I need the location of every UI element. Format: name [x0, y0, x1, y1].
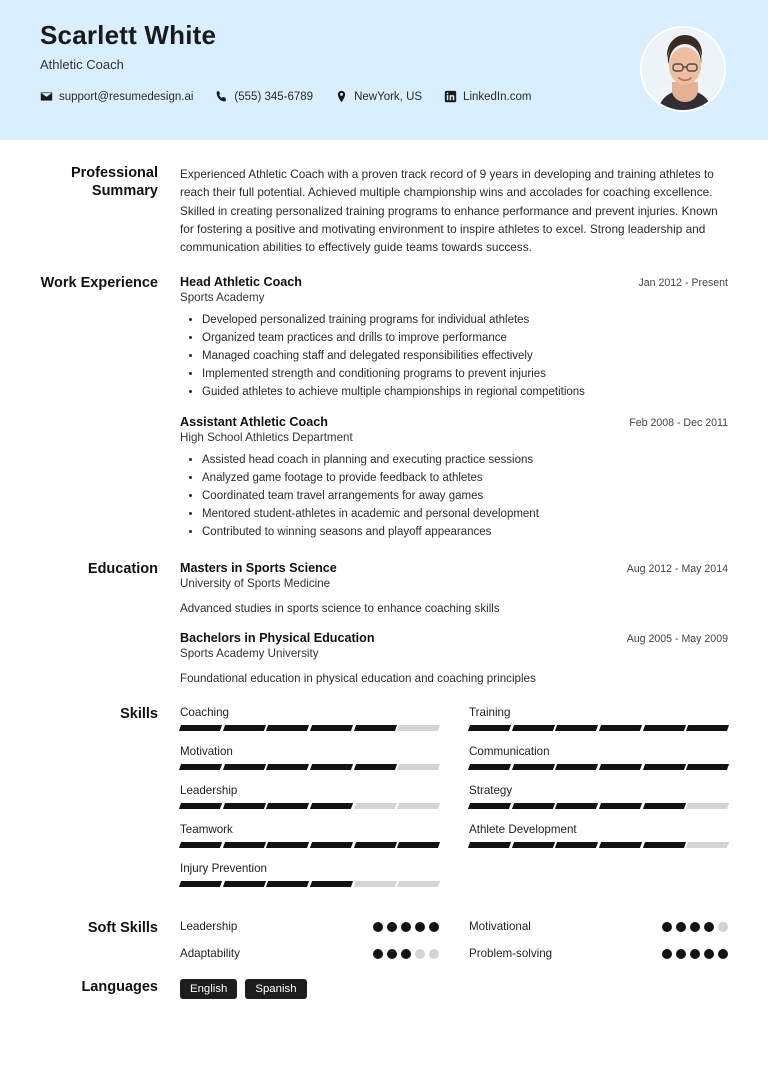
skill-item [469, 706, 728, 731]
skill-bar-segment [555, 842, 598, 848]
list-item: • Organized team practices and drills to improve performance [202, 330, 728, 348]
skill-bar-segment [555, 764, 598, 770]
entry-title: Bachelors in Physical Education [180, 630, 375, 645]
skill-bar-segment [643, 842, 686, 848]
soft-skill-rating [662, 949, 728, 959]
soft-skill-item [180, 947, 439, 960]
section-label-soft-skills: Soft Skills [87, 920, 158, 937]
skill-item [180, 823, 439, 848]
contact-linkedin[interactable] [444, 90, 531, 103]
education-entry [180, 631, 728, 687]
skill-bar-segment [599, 764, 642, 770]
section-summary [40, 164, 728, 256]
skill-bar-segment [397, 764, 440, 770]
skill-bar-segment [512, 842, 555, 848]
skill-bar-segment [223, 803, 266, 809]
skill-item [469, 784, 728, 809]
skill-bar-segment [555, 803, 598, 809]
skill-bar-segment [266, 764, 309, 770]
list-item: • Analyzed game footage to provide feedback to athletes [202, 470, 728, 488]
section-languages [40, 978, 728, 999]
skill-bar-segment [179, 803, 222, 809]
list-item: • Guided athletes to achieve multiple championships in regional competitions [202, 384, 728, 402]
rating-dot [373, 949, 383, 959]
skills-grid [180, 706, 728, 901]
skill-bar-segment [310, 803, 353, 809]
rating-dot [387, 922, 397, 932]
soft-skill-rating [662, 922, 728, 932]
linkedin-icon [444, 90, 457, 103]
skill-bar-segment [397, 803, 440, 809]
entry-org: Sports Academy [180, 291, 265, 305]
skill-bar-segment [266, 881, 309, 887]
soft-skill-name: Adaptability [180, 947, 240, 961]
skill-item [469, 745, 728, 770]
rating-dot [415, 949, 425, 959]
skill-level-bar [180, 764, 439, 770]
skill-bar-segment [468, 803, 511, 809]
skill-level-bar [180, 803, 439, 809]
rating-dot [676, 949, 686, 959]
entry-org: University of Sports Medicine [180, 576, 331, 590]
skill-name: Teamwork [180, 823, 233, 837]
entry-bullets [180, 452, 728, 541]
rating-dot [690, 922, 700, 932]
soft-skill-name: Motivational [469, 920, 531, 934]
section-skills [40, 705, 728, 901]
skill-bar-segment [599, 842, 642, 848]
entry-org: High School Athletics Department [180, 431, 353, 445]
skill-bar-segment [512, 803, 555, 809]
skill-bar-segment [179, 842, 222, 848]
skill-bar-segment [555, 725, 598, 731]
summary-text: Experienced Athletic Coach with a proven track record of 9 years in developing and training athletes to reach their full potential. Achieved multiple championship wins and accolades for coaching excellence. Skilled in creating personalized training programs to enhance performance and prevent injuries. Known for fostering a positive and motivating environment to inspire athletes to excel. Strong leadership and communication abilities to effectively guide teams towards success. [180, 167, 718, 255]
skill-bar-segment [686, 842, 729, 848]
soft-skill-name: Leadership [180, 920, 238, 934]
skill-name: Communication [469, 745, 550, 759]
entry-description: Advanced studies in sports science to enhance coaching skills [180, 601, 500, 615]
education-entry [180, 561, 728, 617]
skill-bar-segment [266, 725, 309, 731]
skill-bar-segment [512, 764, 555, 770]
contact-location-text: NewYork, US [354, 90, 423, 103]
skill-bar-segment [643, 764, 686, 770]
section-soft-skills [40, 919, 728, 960]
skill-bar-segment [266, 842, 309, 848]
skill-bar-segment [354, 803, 397, 809]
rating-dot [718, 922, 728, 932]
rating-dot [662, 949, 672, 959]
section-label-languages: Languages [81, 979, 158, 996]
skill-bar-segment [223, 842, 266, 848]
entry-org: Sports Academy University [180, 646, 319, 660]
rating-dot [718, 949, 728, 959]
list-item: • Mentored student-athletes in academic and personal development [202, 506, 728, 524]
soft-skill-rating [373, 922, 439, 932]
skill-bar-segment [686, 764, 729, 770]
avatar [640, 26, 726, 112]
languages-row [180, 979, 728, 999]
skill-name: Leadership [180, 784, 238, 798]
resume-body [0, 140, 768, 999]
soft-skill-item [180, 920, 439, 933]
entry-bullets [180, 312, 728, 401]
skill-bar-segment [512, 725, 555, 731]
language-tag: Spanish [245, 979, 306, 999]
rating-dot [415, 922, 425, 932]
entry-date: Jan 2012 - Present [638, 277, 728, 290]
skill-bar-segment [468, 725, 511, 731]
entry-description: Foundational education in physical education and coaching principles [180, 671, 536, 685]
skill-bar-segment [599, 725, 642, 731]
skill-bar-segment [686, 803, 729, 809]
resume-header [0, 0, 768, 140]
skill-bar-segment [179, 881, 222, 887]
section-label-summary: Professional Summary [70, 165, 158, 200]
experience-entry [180, 415, 728, 541]
skill-bar-segment [223, 764, 266, 770]
soft-skills-grid [180, 920, 728, 960]
skill-bar-segment [397, 725, 440, 731]
list-item: • Assisted head coach in planning and executing practice sessions [202, 452, 728, 470]
page-title: Scarlett White [40, 20, 217, 50]
skill-level-bar [469, 803, 728, 809]
rating-dot [690, 949, 700, 959]
skill-bar-segment [223, 881, 266, 887]
entry-title: Head Athletic Coach [180, 275, 302, 290]
job-role: Athletic Coach [40, 57, 124, 72]
skill-bar-segment [643, 725, 686, 731]
rating-dot [704, 922, 714, 932]
contact-phone-text: (555) 345-6789 [234, 90, 314, 103]
skill-bar-segment [310, 842, 353, 848]
language-tag: English [180, 979, 237, 999]
skill-bar-segment [397, 881, 440, 887]
rating-dot [676, 922, 686, 932]
soft-skill-item [469, 920, 728, 933]
rating-dot [401, 949, 411, 959]
section-education [40, 560, 728, 688]
skill-bar-segment [468, 764, 511, 770]
contact-linkedin-text: LinkedIn.com [463, 90, 532, 103]
skill-name: Injury Prevention [180, 862, 267, 876]
skill-bar-segment [223, 725, 266, 731]
contact-location[interactable] [335, 90, 422, 103]
list-item: • Managed coaching staff and delegated responsibilities effectively [202, 348, 728, 366]
skill-bar-segment [310, 764, 353, 770]
skill-level-bar [469, 842, 728, 848]
skill-level-bar [469, 725, 728, 731]
entry-date: Aug 2012 - May 2014 [626, 562, 728, 575]
skill-level-bar [469, 764, 728, 770]
section-label-experience: Work Experience [40, 275, 158, 292]
rating-dot [401, 922, 411, 932]
section-experience [40, 274, 728, 541]
skill-bar-segment [397, 842, 440, 848]
entry-title: Assistant Athletic Coach [180, 415, 328, 430]
skill-name: Training [469, 706, 511, 720]
skill-bar-segment [599, 803, 642, 809]
skill-level-bar [180, 725, 439, 731]
list-item: • Implemented strength and conditioning programs to prevent injuries [202, 366, 728, 384]
soft-skill-item [469, 947, 728, 960]
skill-bar-segment [354, 725, 397, 731]
experience-entry [180, 275, 728, 401]
skill-level-bar [180, 842, 439, 848]
rating-dot [429, 922, 439, 932]
email-icon [40, 90, 53, 103]
skill-bar-segment [686, 725, 729, 731]
skill-name: Coaching [180, 706, 229, 720]
contact-email[interactable] [40, 90, 193, 103]
skill-bar-segment [468, 842, 511, 848]
skill-bar-segment [354, 842, 397, 848]
contact-row [40, 90, 728, 103]
phone-icon [215, 90, 228, 103]
contact-email-text: support@resumedesign.ai [59, 90, 194, 103]
skill-bar-segment [310, 725, 353, 731]
entry-date: Aug 2005 - May 2009 [626, 632, 728, 645]
skill-item [180, 745, 439, 770]
skill-item [180, 862, 439, 887]
entry-date: Feb 2008 - Dec 2011 [629, 417, 728, 430]
skill-name: Strategy [469, 784, 513, 798]
rating-dot [704, 949, 714, 959]
soft-skill-name: Problem-solving [469, 947, 553, 961]
location-icon [335, 90, 348, 103]
entry-title: Masters in Sports Science [180, 560, 337, 575]
skill-bar-segment [643, 803, 686, 809]
skill-name: Athlete Development [469, 823, 577, 837]
list-item: • Contributed to winning seasons and playoff appearances [202, 524, 728, 542]
list-item: • Developed personalized training programs for individual athletes [202, 312, 728, 330]
skill-item [180, 784, 439, 809]
skill-bar-segment [354, 764, 397, 770]
rating-dot [373, 922, 383, 932]
rating-dot [662, 922, 672, 932]
list-item: • Coordinated team travel arrangements for away games [202, 488, 728, 506]
soft-skill-rating [373, 949, 439, 959]
rating-dot [429, 949, 439, 959]
skill-bar-segment [354, 881, 397, 887]
skill-name: Motivation [180, 745, 233, 759]
skill-item [469, 823, 728, 848]
contact-phone[interactable] [215, 90, 313, 103]
skill-bar-segment [310, 881, 353, 887]
skill-level-bar [180, 881, 439, 887]
rating-dot [387, 949, 397, 959]
skill-item [180, 706, 439, 731]
skill-bar-segment [179, 725, 222, 731]
section-label-skills: Skills [120, 706, 158, 723]
skill-bar-segment [266, 803, 309, 809]
section-label-education: Education [87, 560, 158, 577]
skill-bar-segment [179, 764, 222, 770]
